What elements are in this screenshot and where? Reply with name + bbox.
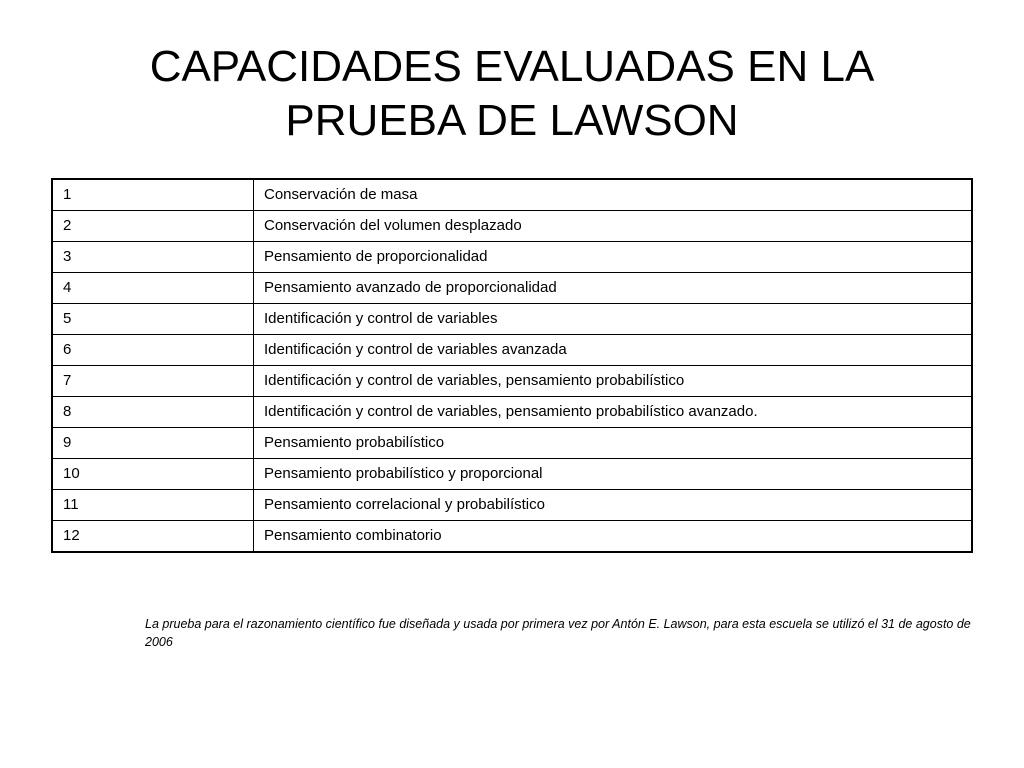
slide-title-line-2: PRUEBA DE LAWSON	[285, 96, 739, 145]
row-capacity: Identificación y control de variables avanzada	[254, 335, 973, 366]
footnote: La prueba para el razonamiento científico fue diseñada y usada por primera vez por Antón E. Lawson, para esta escuela se utilizó el 31 de agosto de 2006	[145, 617, 971, 649]
slide-title-line-1: CAPACIDADES EVALUADAS EN LA	[149, 42, 875, 91]
row-capacity: Identificación y control de variables, pensamiento probabilístico avanzado.	[254, 397, 973, 428]
table-row	[52, 179, 972, 211]
row-number: 9	[52, 428, 254, 459]
table-row	[52, 459, 972, 490]
row-number: 6	[52, 335, 254, 366]
row-capacity: Pensamiento combinatorio	[254, 521, 973, 553]
row-number: 11	[52, 490, 254, 521]
table-row	[52, 335, 972, 366]
row-capacity: Pensamiento probabilístico y proporcional	[254, 459, 973, 490]
row-capacity: Conservación del volumen desplazado	[254, 211, 973, 242]
row-capacity: Pensamiento correlacional y probabilístico	[254, 490, 973, 521]
table-row	[52, 397, 972, 428]
table-row	[52, 428, 972, 459]
row-capacity: Pensamiento probabilístico	[254, 428, 973, 459]
table-row	[52, 211, 972, 242]
row-number: 7	[52, 366, 254, 397]
table-row	[52, 366, 972, 397]
row-capacity: Identificación y control de variables	[254, 304, 973, 335]
row-number: 1	[52, 179, 254, 211]
row-number: 2	[52, 211, 254, 242]
table-row	[52, 242, 972, 273]
row-capacity: Pensamiento de proporcionalidad	[254, 242, 973, 273]
row-capacity: Conservación de masa	[254, 179, 973, 211]
table-row	[52, 273, 972, 304]
row-capacity: Pensamiento avanzado de proporcionalidad	[254, 273, 973, 304]
slide-title	[0, 40, 1024, 148]
row-number: 3	[52, 242, 254, 273]
row-number: 4	[52, 273, 254, 304]
table-row	[52, 304, 972, 335]
row-number: 12	[52, 521, 254, 553]
row-number: 10	[52, 459, 254, 490]
row-number: 5	[52, 304, 254, 335]
table-row	[52, 521, 972, 553]
table-row	[52, 490, 972, 521]
capacities-table	[51, 178, 973, 553]
row-capacity: Identificación y control de variables, pensamiento probabilístico	[254, 366, 973, 397]
row-number: 8	[52, 397, 254, 428]
